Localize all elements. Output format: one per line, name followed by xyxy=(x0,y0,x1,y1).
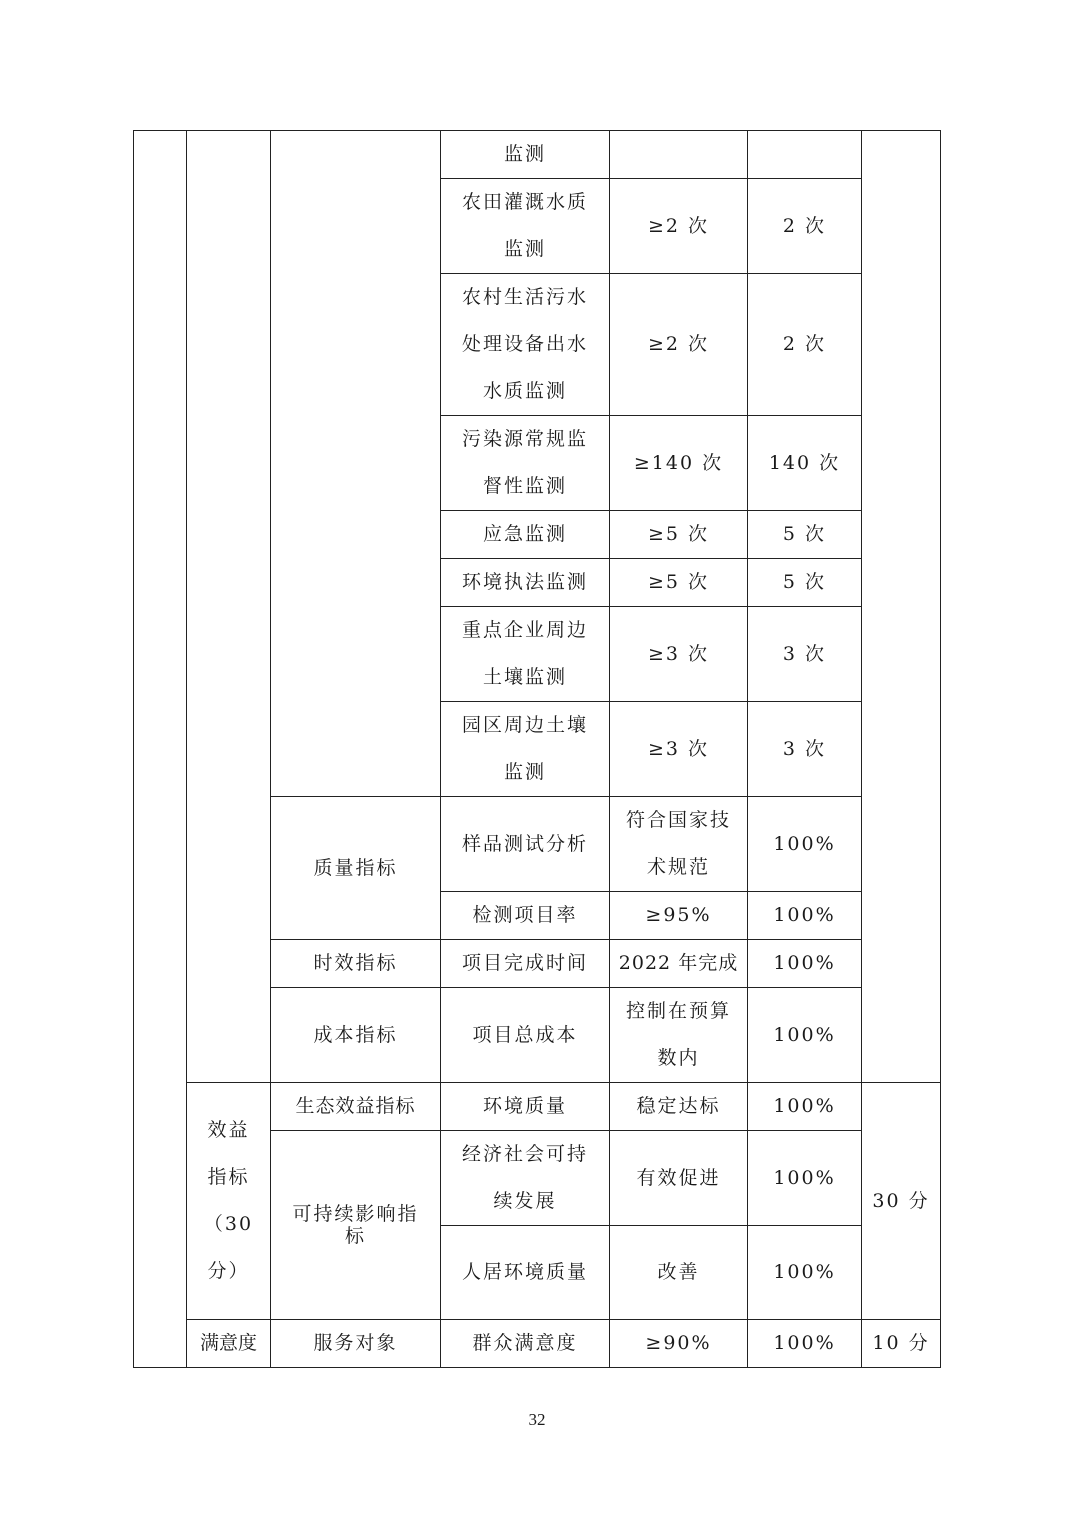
target-cell: ≥5 次 xyxy=(610,559,748,607)
actual-cell: 140 次 xyxy=(748,416,862,511)
score-cell-empty xyxy=(862,131,941,1083)
actual-cell: 100% xyxy=(748,892,862,940)
level1-cell-empty xyxy=(134,131,187,1368)
item-cell: 项目总成本 xyxy=(441,988,610,1083)
target-cell: 符合国家技术规范 xyxy=(610,797,748,892)
actual-cell: 3 次 xyxy=(748,702,862,797)
item-cell: 检测项目率 xyxy=(441,892,610,940)
target-cell: ≥3 次 xyxy=(610,702,748,797)
sub-indicator-quality: 质量指标 xyxy=(271,797,441,940)
performance-indicator-table xyxy=(133,130,941,1368)
actual-cell: 100% xyxy=(748,1320,862,1368)
score-benefit: 30 分 xyxy=(862,1083,941,1320)
actual-cell: 5 次 xyxy=(748,559,862,607)
item-cell: 经济社会可持续发展 xyxy=(441,1131,610,1226)
item-cell: 群众满意度 xyxy=(441,1320,610,1368)
item-cell: 农田灌溉水质监测 xyxy=(441,179,610,274)
item-cell: 环境质量 xyxy=(441,1083,610,1131)
target-cell: 改善 xyxy=(610,1226,748,1320)
actual-cell: 100% xyxy=(748,1083,862,1131)
actual-cell xyxy=(748,131,862,179)
item-cell: 样品测试分析 xyxy=(441,797,610,892)
target-cell: ≥5 次 xyxy=(610,511,748,559)
target-cell: 控制在预算数内 xyxy=(610,988,748,1083)
target-cell xyxy=(610,131,748,179)
target-cell: ≥2 次 xyxy=(610,179,748,274)
category-satisfaction: 满意度 xyxy=(187,1320,271,1368)
target-cell: ≥3 次 xyxy=(610,607,748,702)
target-cell: 2022 年完成 xyxy=(610,940,748,988)
target-cell: ≥140 次 xyxy=(610,416,748,511)
target-cell: 稳定达标 xyxy=(610,1083,748,1131)
item-cell: 园区周边土壤监测 xyxy=(441,702,610,797)
item-cell: 污染源常规监督性监测 xyxy=(441,416,610,511)
actual-cell: 5 次 xyxy=(748,511,862,559)
target-cell: ≥95% xyxy=(610,892,748,940)
sub-indicator-cost: 成本指标 xyxy=(271,988,441,1083)
actual-cell: 100% xyxy=(748,988,862,1083)
category-benefit: 效益指标（30分） xyxy=(187,1083,271,1320)
sub-indicator-sustainable: 可持续影响指标 xyxy=(271,1131,441,1320)
actual-cell: 3 次 xyxy=(748,607,862,702)
level3-cell-quantity-continued xyxy=(271,131,441,797)
item-cell: 项目完成时间 xyxy=(441,940,610,988)
target-cell: ≥90% xyxy=(610,1320,748,1368)
item-cell: 重点企业周边土壤监测 xyxy=(441,607,610,702)
target-cell: 有效促进 xyxy=(610,1131,748,1226)
item-cell: 人居环境质量 xyxy=(441,1226,610,1320)
actual-cell: 100% xyxy=(748,1131,862,1226)
item-cell: 应急监测 xyxy=(441,511,610,559)
actual-cell: 100% xyxy=(748,1226,862,1320)
target-cell: ≥2 次 xyxy=(610,274,748,416)
actual-cell: 100% xyxy=(748,797,862,892)
actual-cell: 2 次 xyxy=(748,274,862,416)
table-row xyxy=(134,1083,941,1131)
actual-cell: 2 次 xyxy=(748,179,862,274)
item-cell: 农村生活污水处理设备出水水质监测 xyxy=(441,274,610,416)
item-cell: 环境执法监测 xyxy=(441,559,610,607)
page-number: 32 xyxy=(528,1410,546,1429)
item-cell: 监测 xyxy=(441,131,610,179)
table-row xyxy=(134,1320,941,1368)
score-satisfaction: 10 分 xyxy=(862,1320,941,1368)
level2-cell-output-continued xyxy=(187,131,271,1083)
table-row xyxy=(134,131,941,179)
sub-indicator-ecological: 生态效益指标 xyxy=(271,1083,441,1131)
sub-indicator-timeliness: 时效指标 xyxy=(271,940,441,988)
actual-cell: 100% xyxy=(748,940,862,988)
sub-indicator-service-target: 服务对象 xyxy=(271,1320,441,1368)
